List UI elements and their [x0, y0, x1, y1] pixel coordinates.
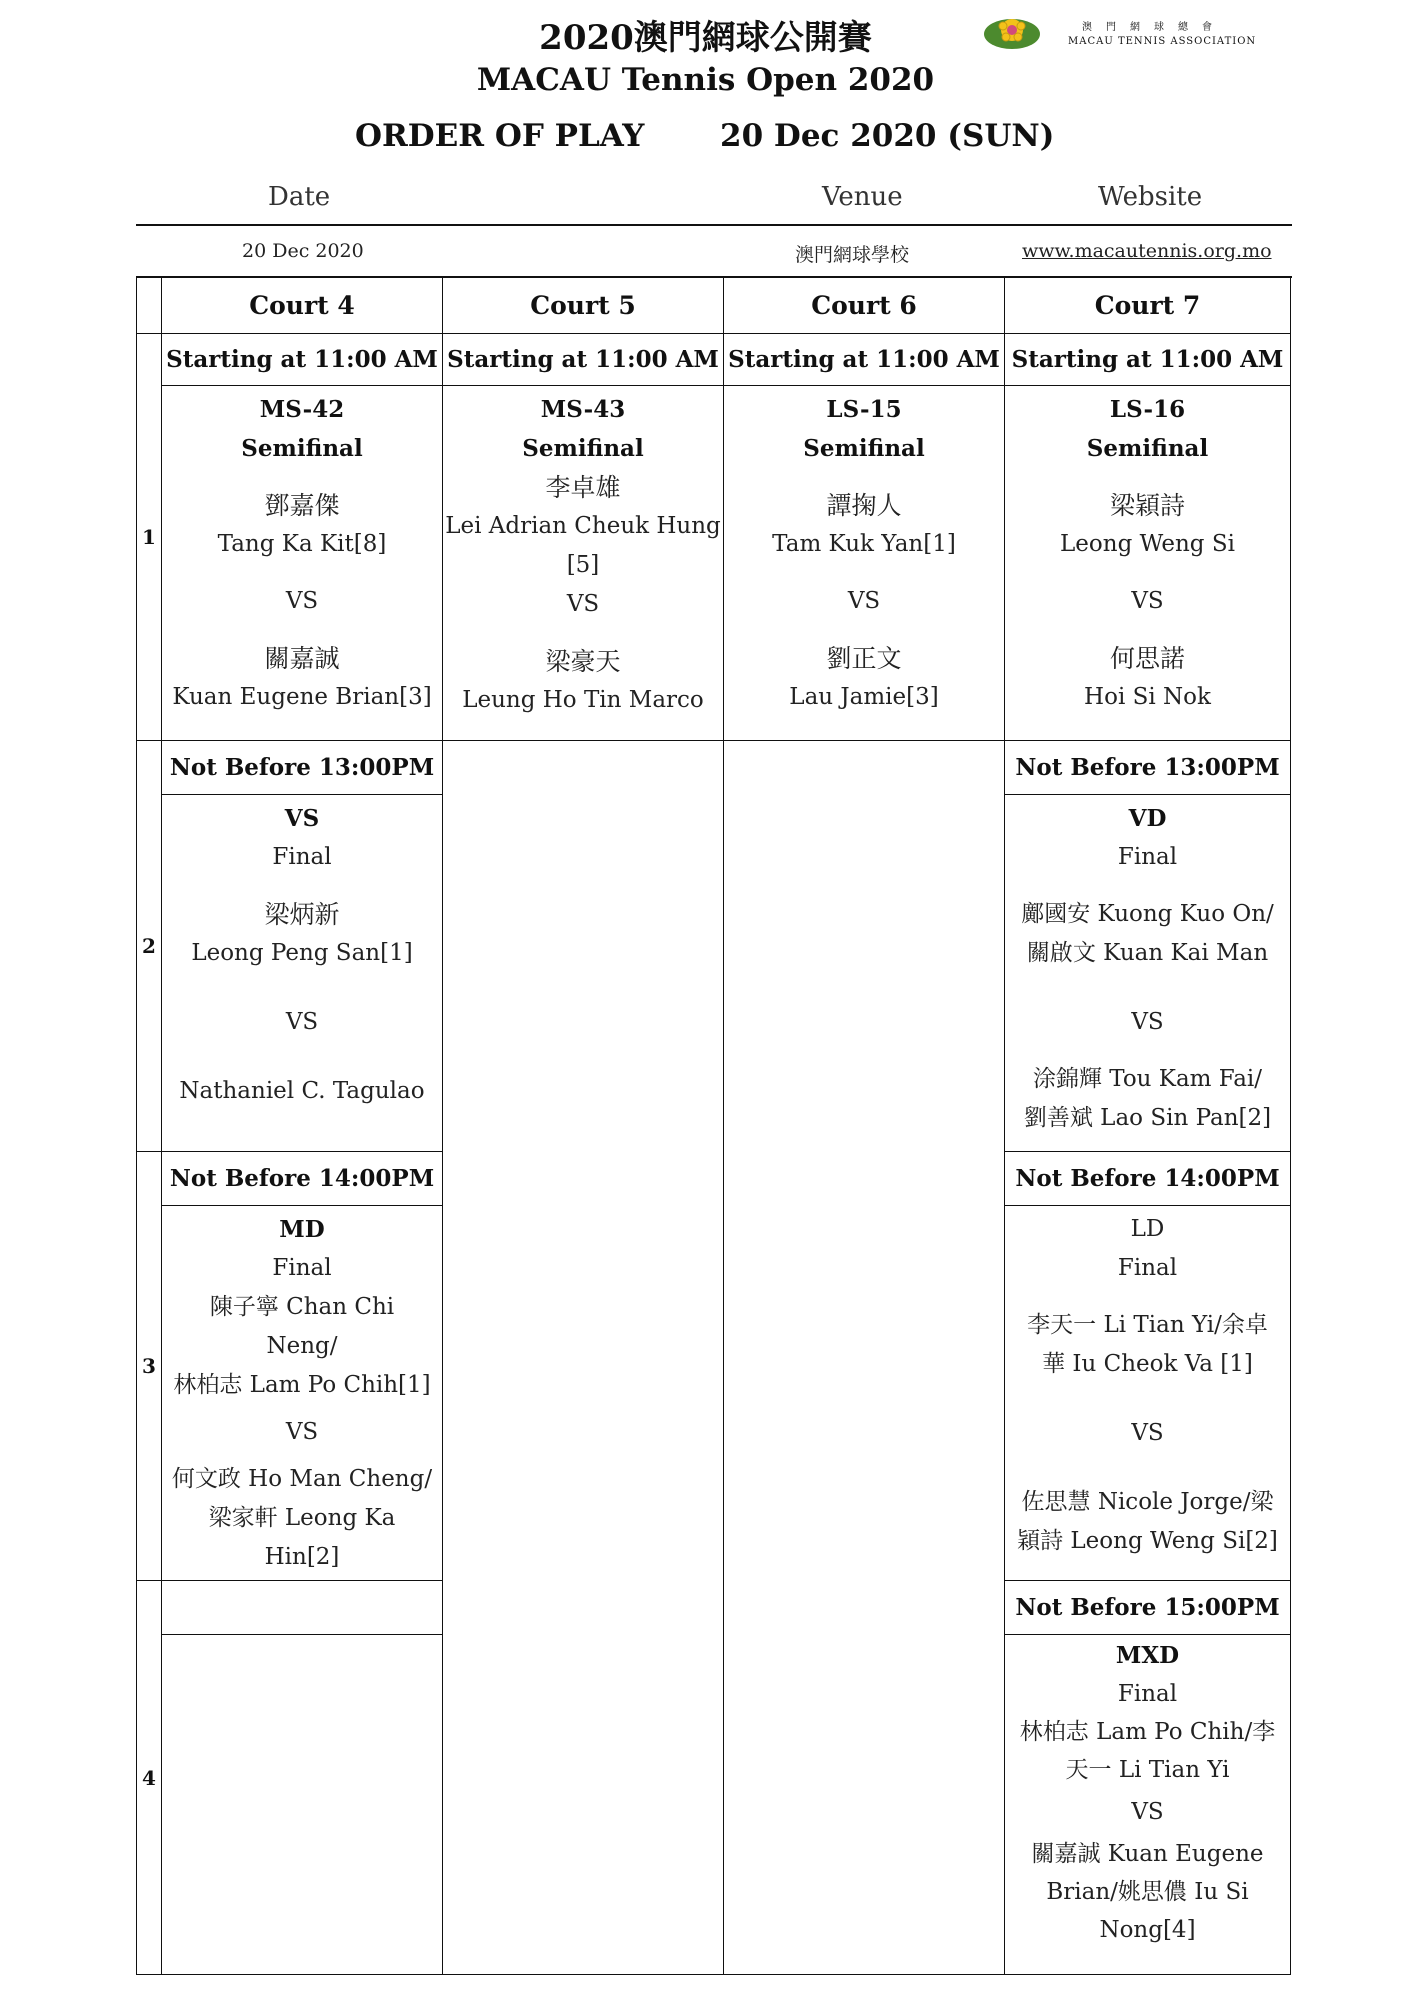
match-cell	[1004, 794, 1291, 1152]
player-name-zh: 鄧嘉傑	[264, 491, 340, 520]
event-code: LD	[1130, 1216, 1165, 1242]
player-seed: [5]	[566, 552, 600, 578]
player-name-zh: 關嘉誠	[264, 644, 340, 673]
team-player: 天一 Li Tian Yi	[1065, 1757, 1230, 1783]
team-player: 涂錦輝 Tou Kam Fai/	[1032, 1066, 1263, 1092]
match-cell	[161, 385, 443, 741]
round-label: Semifinal	[241, 435, 363, 462]
match-cell	[1004, 385, 1291, 741]
player-name-zh: 劉正文	[826, 644, 902, 673]
round-label: Final	[272, 844, 332, 870]
versus-label: VS	[285, 1009, 319, 1035]
team-player: 華 Iu Cheok Va [1]	[1042, 1351, 1253, 1377]
website-label: Website	[1098, 182, 1203, 212]
player-name-zh: 梁豪天	[545, 647, 621, 676]
team-player: Brian/姚思儂 Iu Si	[1046, 1879, 1249, 1905]
date-label: Date	[268, 182, 331, 212]
match-cell	[723, 385, 1005, 741]
player-name: Tam Kuk Yan[1]	[772, 531, 956, 557]
row-number: 2	[136, 740, 162, 1152]
order-date: 20 Dec 2020 (SUN)	[720, 118, 1055, 154]
player-name: Leong Peng San[1]	[191, 940, 413, 966]
versus-label: VS	[285, 1419, 319, 1445]
start-time: Starting at 11:00 AM	[161, 333, 443, 386]
match-cell	[1004, 1205, 1291, 1581]
match-cell	[161, 1205, 443, 1581]
start-time: Not Before 13:00PM	[161, 740, 443, 795]
event-code: MD	[279, 1216, 325, 1243]
player-name: Hoi Si Nok	[1084, 684, 1211, 710]
match-cell	[1004, 1634, 1291, 1975]
team-player: 陳子寧 Chan Chi	[209, 1294, 395, 1320]
player-name: Nathaniel C. Tagulao	[179, 1078, 425, 1104]
player-name: Leong Weng Si	[1060, 531, 1235, 557]
start-time: Starting at 11:00 AM	[1004, 333, 1291, 386]
round-label: Final	[1117, 844, 1178, 870]
team-player: 關嘉誠 Kuan Eugene	[1031, 1841, 1264, 1867]
team-player: Nong[4]	[1099, 1917, 1196, 1943]
event-code: MS-43	[540, 396, 626, 423]
start-time: Not Before 14:00PM	[161, 1151, 443, 1206]
court-header: Court 4	[161, 276, 443, 334]
court-header: Court 6	[723, 276, 1005, 334]
logo-text-en: MACAU TENNIS ASSOCIATION	[1068, 36, 1257, 47]
event-code: MXD	[1115, 1642, 1180, 1669]
event-code: VS	[284, 805, 320, 832]
corner-cell	[136, 276, 162, 334]
round-label: Semifinal	[522, 435, 644, 462]
player-name: Leung Ho Tin Marco	[462, 687, 704, 713]
venue-label: Venue	[822, 182, 903, 212]
player-name: Kuan Eugene Brian[3]	[172, 684, 432, 710]
event-code: MS-42	[259, 396, 345, 423]
team-player: 穎詩 Leong Weng Si[2]	[1017, 1528, 1278, 1554]
player-name: Tang Ka Kit[8]	[217, 531, 387, 557]
versus-label: VS	[847, 588, 881, 614]
start-time: Not Before 15:00PM	[1004, 1580, 1291, 1635]
logo-text-zh: 澳門網球總會	[1082, 22, 1226, 33]
start-time: Not Before 13:00PM	[1004, 740, 1291, 795]
versus-label: VS	[1131, 1420, 1164, 1446]
title-en: MACAU Tennis Open 2020	[476, 62, 935, 98]
player-name-zh: 梁穎詩	[1109, 491, 1185, 520]
team-player: Neng/	[266, 1333, 338, 1359]
start-time: Starting at 11:00 AM	[442, 333, 724, 386]
team-player: 佐思慧 Nicole Jorge/梁	[1021, 1489, 1274, 1515]
match-cell	[442, 385, 724, 741]
player-name-zh: 梁炳新	[264, 900, 340, 929]
round-label: Final	[272, 1255, 332, 1281]
versus-label: VS	[566, 591, 600, 617]
team-player: Hin[2]	[264, 1544, 340, 1570]
start-time: Starting at 11:00 AM	[723, 333, 1005, 386]
row-number: 3	[136, 1151, 162, 1581]
player-name: Lei Adrian Cheuk Hung	[445, 513, 721, 539]
website-link[interactable]: www.macautennis.org.mo	[1022, 240, 1272, 262]
round-label: Final	[1117, 1681, 1178, 1707]
player-name-zh: 何思諾	[1109, 644, 1185, 673]
event-code: LS-15	[826, 396, 902, 423]
team-player: 林柏志 Lam Po Chih[1]	[173, 1372, 431, 1398]
match-cell	[161, 794, 443, 1152]
versus-label: VS	[1131, 588, 1164, 614]
date-value: 20 Dec 2020	[242, 240, 364, 262]
versus-label: VS	[1131, 1009, 1164, 1035]
row-number: 4	[136, 1580, 162, 1975]
start-time: Not Before 14:00PM	[1004, 1151, 1291, 1206]
event-code: VD	[1128, 805, 1167, 832]
order-of-play-label: ORDER OF PLAY	[355, 118, 645, 154]
versus-label: VS	[1131, 1799, 1164, 1825]
empty-cell	[442, 740, 724, 1975]
team-player: 鄺國安 Kuong Kuo On/	[1021, 901, 1274, 927]
team-player: 林柏志 Lam Po Chih/李	[1019, 1719, 1276, 1745]
round-label: Final	[1117, 1255, 1178, 1281]
round-label: Semifinal	[1086, 435, 1209, 462]
court-header: Court 5	[442, 276, 724, 334]
player-name-zh: 譚掬人	[826, 491, 902, 520]
title-zh: 2020澳門網球公開賽	[539, 18, 872, 58]
venue-value: 澳門網球學校	[795, 244, 910, 266]
versus-label: VS	[285, 588, 319, 614]
team-player: 梁家軒 Leong Ka	[208, 1505, 396, 1531]
team-player: 何文政 Ho Man Cheng/	[171, 1466, 433, 1492]
player-name: Lau Jamie[3]	[789, 684, 939, 710]
empty-cell	[161, 1634, 443, 1975]
round-label: Semifinal	[803, 435, 925, 462]
empty-cell	[723, 740, 1005, 1975]
team-player: 李天一 Li Tian Yi/余卓	[1027, 1312, 1268, 1338]
player-name-zh: 李卓雄	[545, 473, 621, 502]
empty-cell	[161, 1580, 443, 1635]
court-header: Court 7	[1004, 276, 1291, 334]
row-number: 1	[136, 333, 162, 741]
team-player: 劉善斌 Lao Sin Pan[2]	[1023, 1105, 1272, 1131]
event-code: LS-16	[1109, 396, 1186, 423]
team-player: 關啟文 Kuan Kai Man	[1026, 940, 1269, 966]
